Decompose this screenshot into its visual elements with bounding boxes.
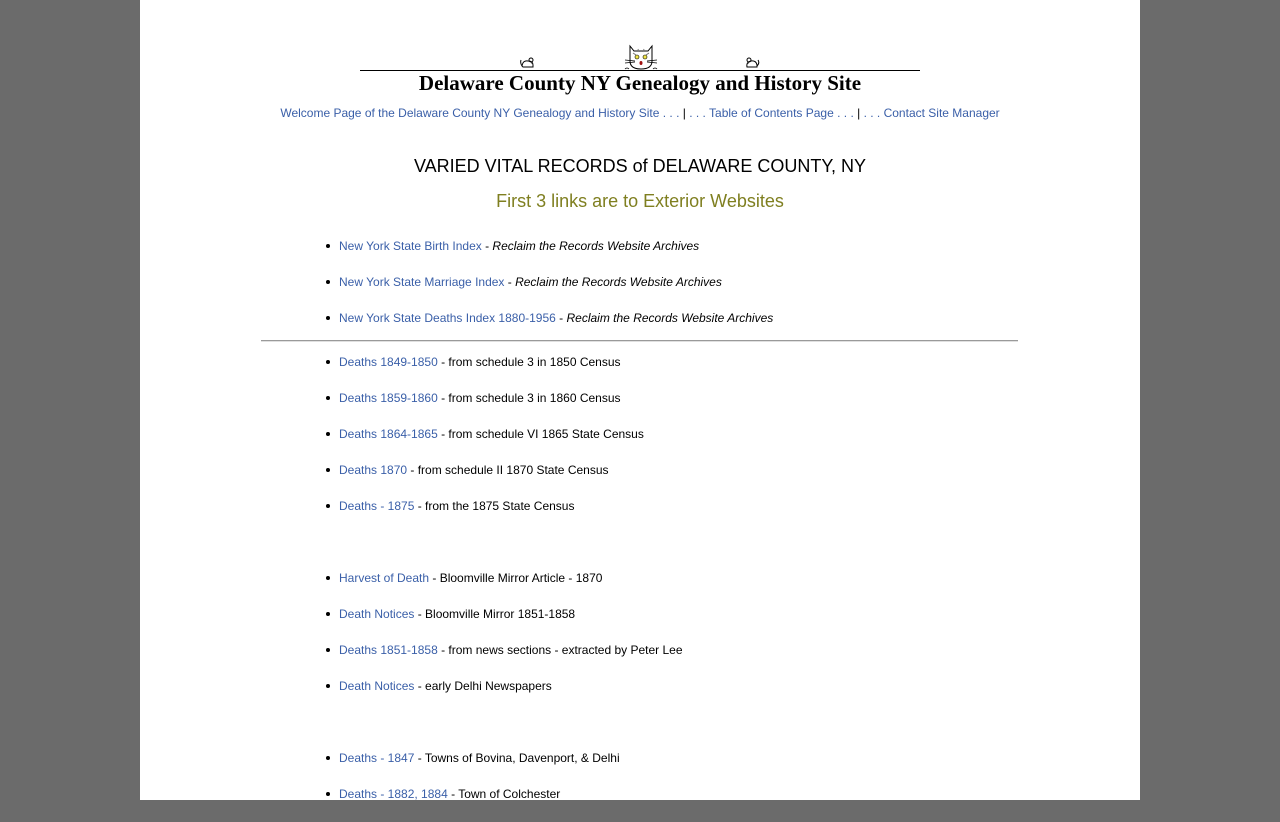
- list-item: [325, 238, 773, 274]
- page-content: [140, 0, 1140, 800]
- list-item: [325, 642, 683, 678]
- nav-dots: . . .: [833, 106, 858, 120]
- record-link[interactable]: Harvest of Death: [339, 571, 430, 585]
- nav-dots: . . .: [860, 106, 884, 120]
- birth-index-link[interactable]: New York State Birth Index: [339, 239, 482, 253]
- list-item: [325, 274, 773, 310]
- item-description: - Towns of Bovina, Davenport, & Delhi: [414, 751, 620, 765]
- item-description: - Bloomville Mirror Article - 1870: [429, 571, 603, 585]
- page-subtitle: First 3 links are to Exterior Websites: [496, 191, 784, 211]
- item-description: Reclaim the Records Website Archives: [566, 311, 774, 325]
- list-item: [325, 786, 620, 822]
- list-item: [325, 354, 644, 390]
- item-description: - from schedule 3 in 1850 Census: [437, 355, 621, 369]
- list-item: [325, 606, 683, 642]
- item-description: - Town of Colchester: [447, 787, 561, 801]
- record-link[interactable]: Deaths 1870: [339, 463, 408, 477]
- section-divider: [261, 340, 1018, 342]
- top-navigation: [140, 105, 1140, 121]
- record-link[interactable]: Deaths 1849-1850: [339, 355, 438, 369]
- record-link[interactable]: Death Notices: [339, 679, 415, 693]
- exterior-links-list: [325, 238, 773, 346]
- nav-dots: . . .: [685, 106, 710, 120]
- item-description: - from news sections - extracted by Peter Lee: [437, 643, 683, 657]
- separator: -: [481, 239, 493, 253]
- nav-separator: |: [857, 106, 861, 120]
- list-item: [325, 426, 644, 462]
- record-link[interactable]: Deaths - 1847: [339, 751, 415, 765]
- item-description: - from schedule 3 in 1860 Census: [437, 391, 621, 405]
- nav-welcome-link[interactable]: Welcome Page of the Delaware County NY Genealogy and History Site: [280, 106, 660, 120]
- nav-dots: . . .: [659, 106, 683, 120]
- item-description: Reclaim the Records Website Archives: [515, 275, 722, 289]
- record-link[interactable]: Deaths - 1882, 1884: [339, 787, 448, 801]
- record-link[interactable]: Deaths - 1875: [339, 499, 415, 513]
- item-description: - from schedule VI 1865 State Census: [437, 427, 644, 441]
- item-description: - from schedule II 1870 State Census: [407, 463, 609, 477]
- nav-separator: |: [682, 106, 686, 120]
- record-link[interactable]: Deaths 1851-1858: [339, 643, 438, 657]
- marriage-index-link[interactable]: New York State Marriage Index: [339, 275, 505, 289]
- town-deaths-list: [325, 750, 620, 822]
- site-banner[interactable]: [360, 42, 920, 96]
- cat-mascot-icon: [622, 43, 660, 71]
- newspaper-deaths-list: [325, 570, 683, 714]
- item-description: - Bloomville Mirror 1851-1858: [414, 607, 576, 621]
- list-item: [325, 498, 644, 534]
- deaths-index-link[interactable]: New York State Deaths Index 1880-1956: [339, 311, 556, 325]
- list-item: [325, 750, 620, 786]
- mouse-icon: [520, 54, 536, 70]
- page-title: VARIED VITAL RECORDS of DELAWARE COUNTY, NY: [413, 156, 867, 176]
- census-deaths-list: [325, 354, 644, 534]
- list-item: [325, 678, 683, 714]
- list-item: [325, 390, 644, 426]
- nav-toc-link[interactable]: Table of Contents Page: [709, 106, 834, 120]
- list-item: [325, 570, 683, 606]
- item-description: - early Delhi Newspapers: [414, 679, 552, 693]
- record-link[interactable]: Deaths 1864-1865: [339, 427, 438, 441]
- mouse-icon: [744, 54, 760, 70]
- nav-contact-link[interactable]: Contact Site Manager: [883, 106, 1000, 120]
- record-link[interactable]: Death Notices: [339, 607, 415, 621]
- item-description: Reclaim the Records Website Archives: [492, 239, 700, 253]
- separator: -: [555, 311, 567, 325]
- site-title: Delaware County NY Genealogy and History Site: [418, 71, 862, 95]
- record-link[interactable]: Deaths 1859-1860: [339, 391, 438, 405]
- list-item: [325, 462, 644, 498]
- separator: -: [504, 275, 516, 289]
- item-description: - from the 1875 State Census: [414, 499, 575, 513]
